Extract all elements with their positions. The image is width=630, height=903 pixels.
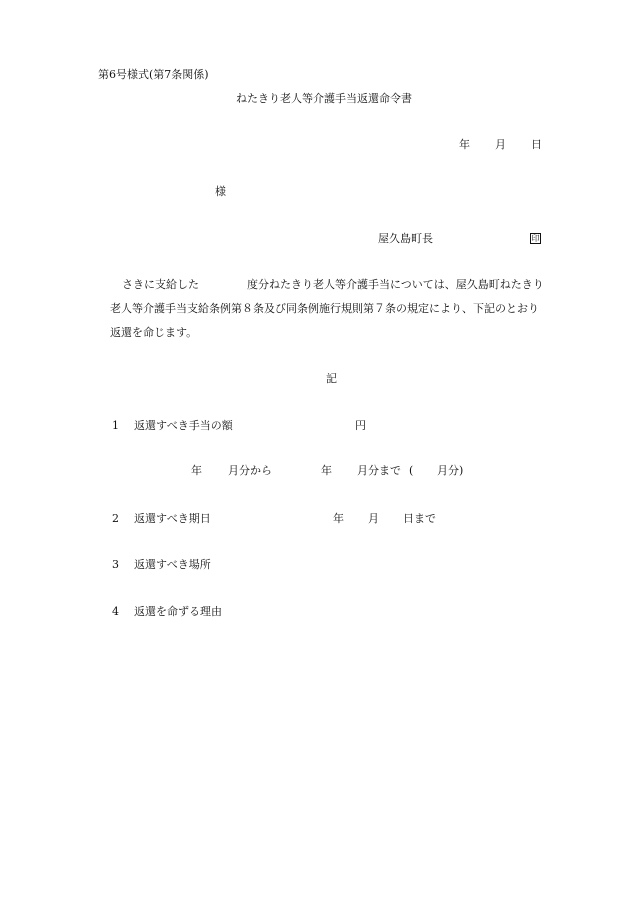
period-months: 月分) [437, 464, 464, 477]
period-month-to: 月分まで [357, 464, 401, 477]
body-line-1b: 度分ねたきり老人等介護手当については、屋久島町ねたきり [247, 278, 544, 291]
period-year-from: 年 [191, 464, 202, 477]
item-4-label: 返還を命ずる理由 [134, 605, 222, 618]
item-1-number: 1 [112, 419, 119, 432]
body-line-3: 返還を命じます。 [110, 326, 198, 339]
item-2-number: 2 [112, 512, 119, 525]
deadline-month: 月 [368, 512, 379, 525]
addressee-suffix: 様 [215, 185, 226, 198]
item-4-number: 4 [112, 605, 119, 618]
item-1-label: 返還すべき手当の額 [134, 419, 233, 432]
item-1-unit: 円 [355, 419, 366, 432]
issuer-name: 屋久島町長 [378, 232, 433, 245]
period-open-paren: ( [409, 464, 414, 477]
document-title: ねたきり老人等介護手当返還命令書 [236, 92, 412, 105]
deadline-year: 年 [333, 512, 344, 525]
date-year: 年 [459, 138, 470, 151]
ki-heading: 記 [326, 372, 337, 385]
body-line-2: 老人等介護手当支給条例第８条及び同条例施行規則第７条の規定により、下記のとおり [110, 302, 539, 315]
form-number: 第6号様式(第7条関係) [98, 68, 209, 81]
seal-mark: 印 [531, 234, 540, 243]
item-3-number: 3 [112, 558, 119, 571]
period-year-to: 年 [321, 464, 332, 477]
date-day: 日 [531, 138, 542, 151]
body-line-1a: さきに支給した [122, 278, 199, 291]
deadline-day: 日まで [403, 512, 436, 525]
item-3-label: 返還すべき場所 [134, 558, 211, 571]
item-2-label: 返還すべき期日 [134, 512, 211, 525]
period-month-from: 月分から [228, 464, 272, 477]
date-month: 月 [495, 138, 506, 151]
